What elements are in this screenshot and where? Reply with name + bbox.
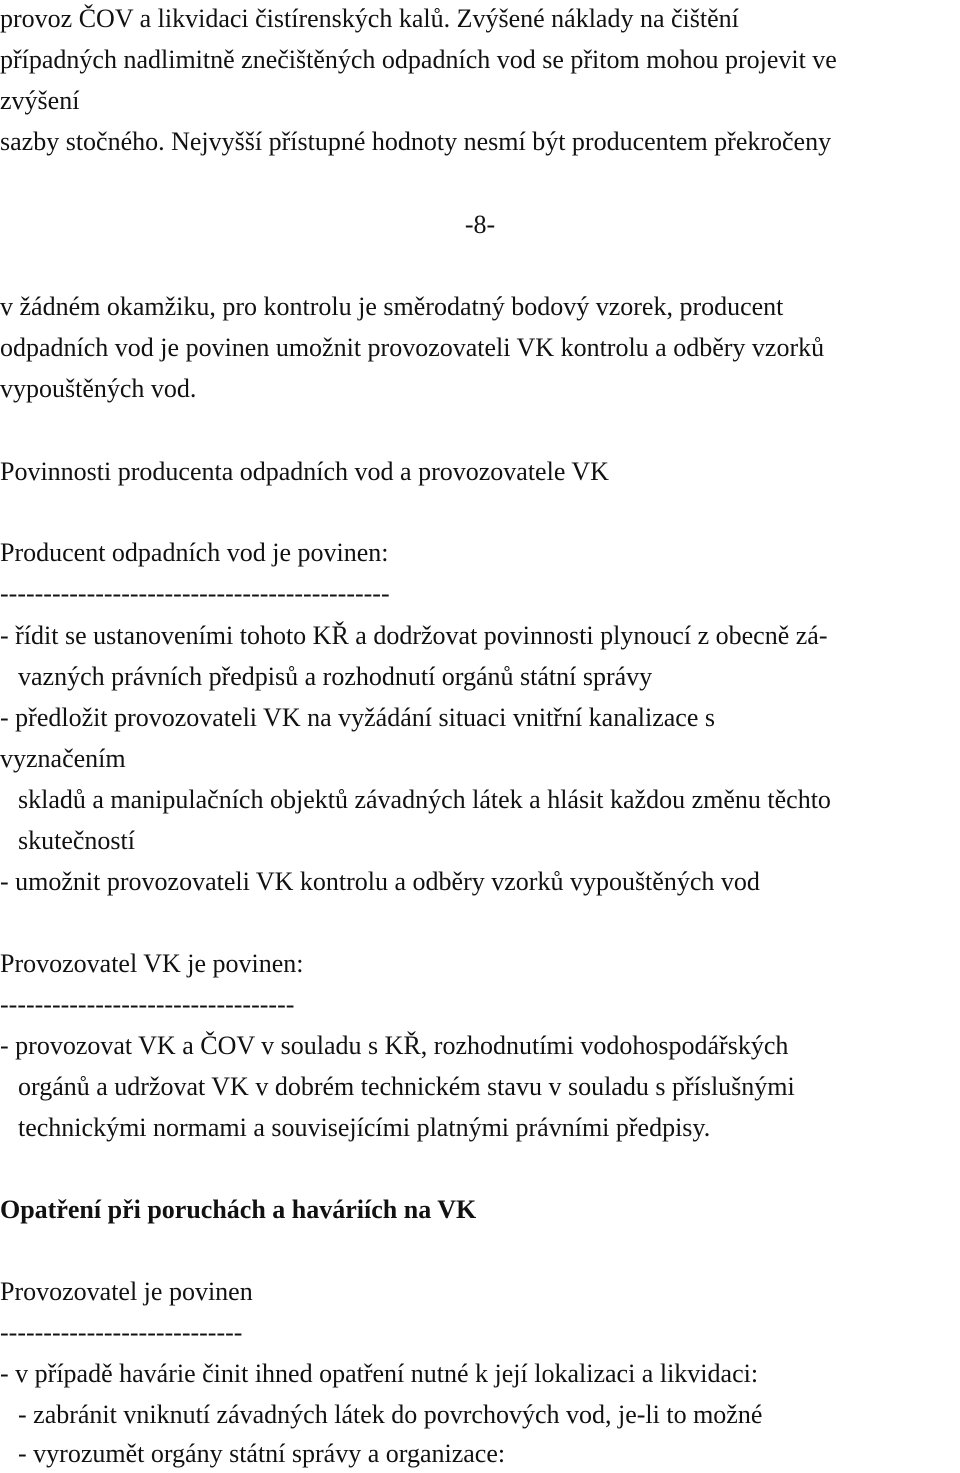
continuation-line-3: vypouštěných vod.: [0, 374, 197, 403]
producer-item-line-7: - umožnit provozovateli VK kontrolu a odběry vzorků vypouštěných vod: [0, 867, 760, 896]
producer-item-line-1: - řídit se ustanoveními tohoto KŘ a dodržovat povinnosti plynoucí z obecně zá-: [0, 621, 828, 650]
operator-title: Provozovatel VK je povinen:: [0, 949, 304, 978]
page-number: -8-: [464, 210, 496, 239]
continuation-line-1: v žádném okamžiku, pro kontrolu je směrodatný bodový vzorek, producent: [0, 292, 784, 321]
intro-line-1: provoz ČOV a likvidaci čistírenských kalů. Zvýšené náklady na čištění: [0, 4, 739, 33]
failure-item-line-2: - zabránit vniknutí závadných látek do povrchových vod, je-li to možné: [18, 1400, 763, 1429]
section-heading-failures: Opatření při poruchách a haváriích na VK: [0, 1195, 477, 1224]
operator-dashes: ----------------------------------: [0, 990, 295, 1019]
producer-item-line-3: - předložit provozovateli VK na vyžádání situaci vnitřní kanalizace s: [0, 703, 715, 732]
section-heading-obligations: Povinnosti producenta odpadních vod a provozovatele VK: [0, 457, 609, 486]
producer-item-line-5: skladů a manipulačních objektů závadných látek a hlásit každou změnu těchto: [18, 785, 831, 814]
operator-item-line-3: technickými normami a souvisejícími platnými právními předpisy.: [18, 1113, 711, 1142]
producer-item-line-2: vazných právních předpisů a rozhodnutí orgánů státní správy: [18, 662, 653, 691]
failure-dashes: ----------------------------: [0, 1318, 243, 1347]
operator-item-line-1: - provozovat VK a ČOV v souladu s KŘ, rozhodnutími vodohospodářských: [0, 1031, 789, 1060]
intro-line-2: případných nadlimitně znečištěných odpadních vod se přitom mohou projevit ve: [0, 45, 837, 74]
intro-line-4: sazby stočného. Nejvyšší přístupné hodnoty nesmí být producentem překročeny: [0, 127, 832, 156]
failure-item-line-1: - v případě havárie činit ihned opatření nutné k její lokalizaci a likvidaci:: [0, 1359, 759, 1388]
failure-item-line-3: - vyrozumět orgány státní správy a organizace:: [18, 1439, 506, 1468]
operator-item-line-2: orgánů a udržovat VK v dobrém technickém stavu v souladu s příslušnými: [18, 1072, 795, 1101]
continuation-line-2: odpadních vod je povinen umožnit provozovateli VK kontrolu a odběry vzorků: [0, 333, 825, 362]
producer-title: Producent odpadních vod je povinen:: [0, 538, 389, 567]
failure-operator-title: Provozovatel je povinen: [0, 1277, 253, 1306]
intro-line-3: zvýšení: [0, 86, 80, 115]
producer-item-line-6: skutečností: [18, 826, 135, 855]
producer-dashes: ---------------------------------------------: [0, 579, 390, 608]
producer-item-line-4: vyznačením: [0, 744, 126, 773]
